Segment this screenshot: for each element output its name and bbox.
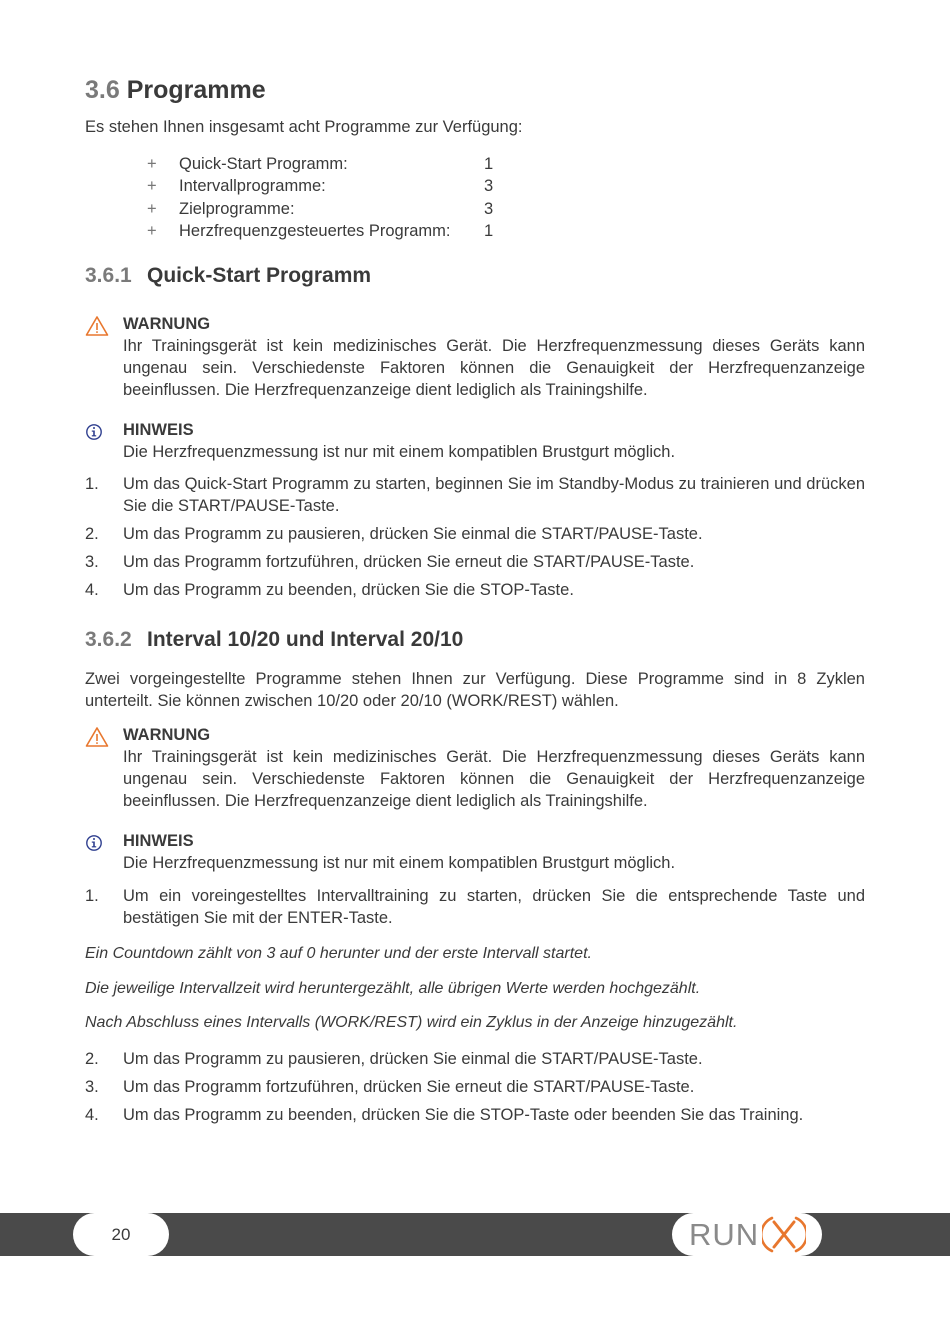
list-item: + Herzfrequenzgesteuertes Programm: 1: [147, 220, 493, 242]
info-icon: [85, 421, 109, 443]
warning-title: WARNUNG: [123, 315, 211, 333]
section-title: Programme: [126, 76, 266, 104]
interval-intro: Zwei vorgeingestellte Programme stehen Ihnen zur Verfügung. Diese Programme sind in 8 Zyklen unterteilt. Sie können zwischen 10/20 oder 20/10 (WORK/REST) wählen.: [85, 670, 865, 710]
warning-notice: [85, 313, 865, 401]
warning-body: Ihr Trainingsgerät ist kein medizinisches Gerät. Die Herzfrequenzmessung dieses Geräts kann ungenau sein. Verschiedenste Faktoren können die Genauigkeit der Herzfrequenzanzeige beeinflussen. Die Herzfrequenzanzeige dient lediglich als Trainingshilfe.: [123, 337, 865, 399]
list-item: + Quick-Start Programm: 1: [147, 153, 493, 175]
plus-icon: +: [147, 199, 157, 218]
hint-notice: [85, 419, 865, 463]
program-list: [147, 153, 493, 242]
logo-text: RUN: [689, 1217, 760, 1252]
steps-list-interval: [85, 1048, 865, 1132]
section-number: 3.6: [85, 76, 120, 104]
hint-notice: [85, 830, 865, 874]
section-heading: [85, 76, 266, 105]
hint-title: HINWEIS: [123, 421, 194, 439]
list-item: 4. Um das Programm zu beenden, drücken Sie die STOP-Taste.: [85, 581, 574, 599]
warning-icon: [85, 315, 109, 337]
list-item: 4. Um das Programm zu beenden, drücken Sie die STOP-Taste oder beenden Sie das Training.: [85, 1106, 804, 1124]
hint-body: Die Herzfrequenzmessung ist nur mit einem kompatiblen Brustgurt möglich.: [123, 854, 676, 872]
page-number: 20: [73, 1213, 169, 1256]
warning-notice: [85, 724, 865, 812]
brand-logo: [672, 1213, 822, 1256]
list-item: 2. Um das Programm zu pausieren, drücken Sie einmal die START/PAUSE-Taste.: [85, 1050, 703, 1068]
list-item: 1. Um ein voreingestelltes Intervalltraining zu starten, drücken Sie die entsprechende Taste und bestätigen Sie mit der ENTER-Taste.: [85, 887, 865, 927]
warning-body: Ihr Trainingsgerät ist kein medizinisches Gerät. Die Herzfrequenzmessung dieses Geräts kann ungenau sein. Verschiedenste Faktoren können die Genauigkeit der Herzfrequenzanzeige beeinflussen. Die Herzfrequenzanzeige dient lediglich als Trainingshilfe.: [123, 748, 865, 810]
subsection-heading-quick-start: 3.6.1 Quick-Start Programm: [85, 264, 372, 287]
list-item: 1. Um das Quick-Start Programm zu starten, beginnen Sie im Standby-Modus zu trainieren und drücken Sie die START/PAUSE-Taste.: [85, 475, 865, 515]
italic-note: Nach Abschluss eines Intervalls (WORK/REST) wird ein Zyklus in der Anzeige hinzugezählt.: [85, 1014, 738, 1031]
steps-list-quick-start: [85, 473, 865, 607]
subsection-heading-interval: 3.6.2 Interval 10/20 und Interval 20/10: [85, 628, 464, 651]
warning-icon: [85, 726, 109, 748]
italic-note: Ein Countdown zählt von 3 auf 0 herunter und der erste Intervall startet.: [85, 945, 592, 962]
plus-icon: +: [147, 221, 157, 240]
list-item: 3. Um das Programm fortzuführen, drücken Sie erneut die START/PAUSE-Taste.: [85, 553, 695, 571]
italic-note: Die jeweilige Intervallzeit wird heruntergezählt, alle übrigen Werte werden hochgezählt.: [85, 980, 701, 997]
list-item: + Zielprogramme: 3: [147, 198, 493, 220]
hint-title: HINWEIS: [123, 832, 194, 850]
logo-x-mark: [762, 1214, 806, 1255]
steps-list-interval-start: [85, 885, 865, 935]
list-item: 3. Um das Programm fortzuführen, drücken Sie erneut die START/PAUSE-Taste.: [85, 1078, 695, 1096]
list-item: 2. Um das Programm zu pausieren, drücken Sie einmal die START/PAUSE-Taste.: [85, 525, 703, 543]
info-icon: [85, 832, 109, 854]
plus-icon: +: [147, 177, 157, 196]
plus-icon: +: [147, 155, 157, 173]
warning-title: WARNUNG: [123, 726, 211, 744]
section-intro: Es stehen Ihnen insgesamt acht Programme zur Verfügung:: [85, 118, 523, 136]
list-item: + Intervallprogramme: 3: [147, 175, 493, 197]
hint-body: Die Herzfrequenzmessung ist nur mit einem kompatiblen Brustgurt möglich.: [123, 443, 676, 461]
